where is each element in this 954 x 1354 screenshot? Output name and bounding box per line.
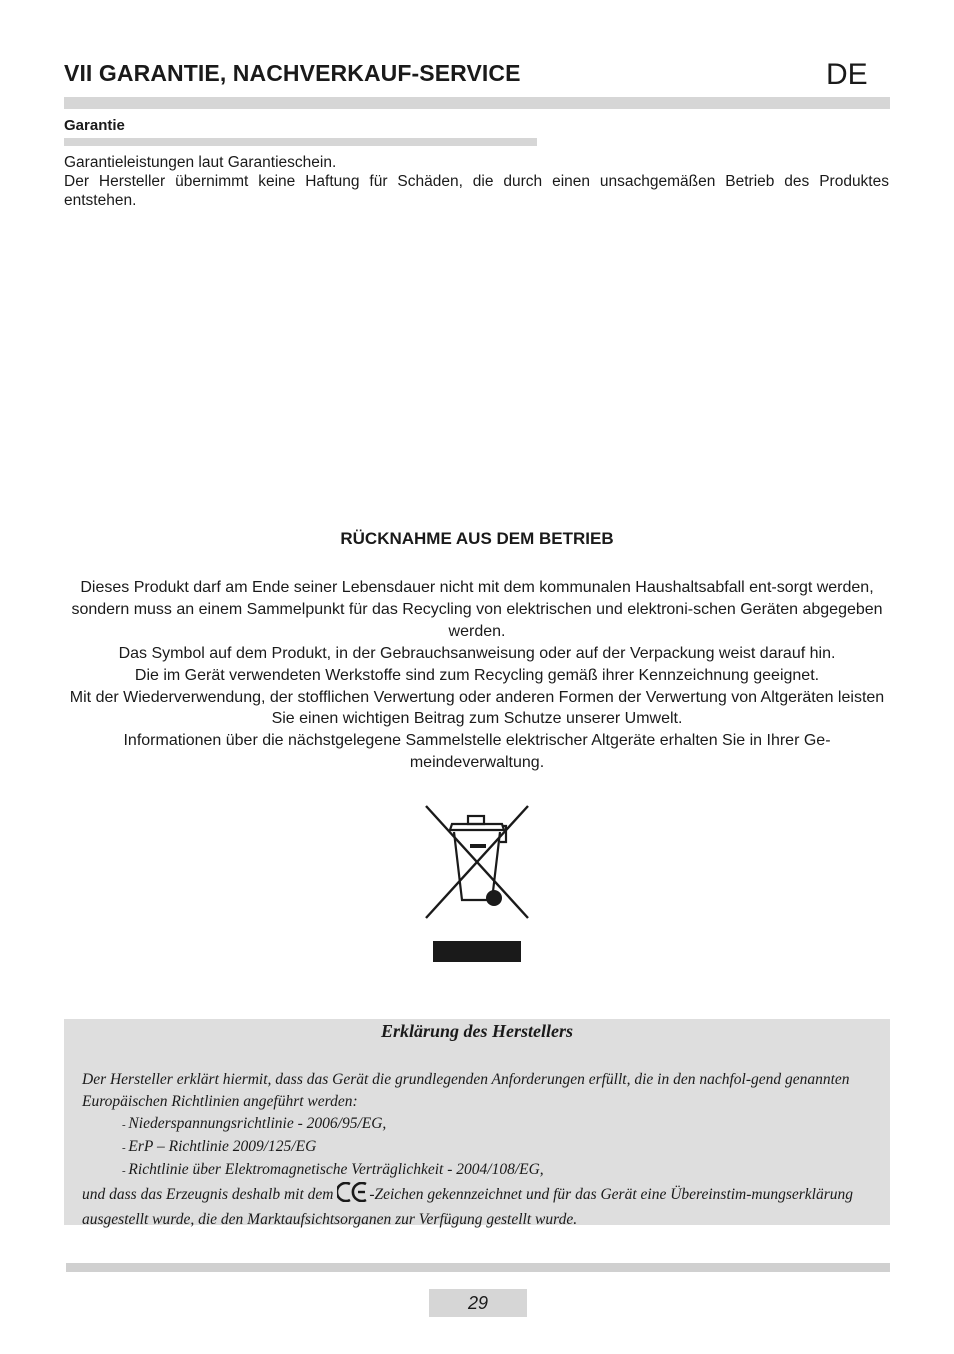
section-heading-garantie: Garantie [64, 117, 125, 134]
declaration-outro-after: -Zeichen gekennzeichnet und für das Gerät eine Übereinstim-mungserklärung ausgestellt wurde, die den Marktaufsichtsorganen zur Verfügung gestellt wurde. [82, 1186, 854, 1228]
page-title: VII GARANTIE, NACHVERKAUF-SERVICE [64, 60, 521, 86]
header-divider [64, 97, 890, 109]
ruecknahme-paragraph-2: Das Symbol auf dem Produkt, in der Gebrauchsanweisung oder auf der Verpackung weist darauf hin. [118, 644, 836, 662]
garantie-line-1: Garantieleistungen laut Garantieschein. [64, 154, 337, 171]
declaration-outro-before: und dass das Erzeugnis deshalb mit dem [82, 1186, 334, 1203]
directive-item-text: ErP – Richtlinie 2009/125/EG [128, 1138, 317, 1155]
ruecknahme-paragraph-5: Informationen über die nächstgelegene Sammelstelle elektrischer Altgeräte erhalten Sie in Ihrer Ge-meindeverwaltung. [123, 732, 831, 772]
page-number: 29 [429, 1289, 527, 1317]
directive-item: - Richtlinie über Elektromagnetische Verträglichkeit - 2004/108/EG, [122, 1161, 544, 1178]
ruecknahme-paragraph-1: Dieses Produkt darf am Ende seiner Lebensdauer nicht mit dem kommunalen Haushaltsabfall ent-sorgt werden, sondern muss an einem Sammelpunkt für das Recycling von elektrischen und elektroni-schen Geräten abgegeben werden. [71, 579, 883, 640]
directive-item-text: Richtlinie über Elektromagnetische Verträglichkeit - 2004/108/EG, [128, 1161, 544, 1178]
ruecknahme-paragraph-4: Mit der Wiederverwendung, der stofflichen Verwertung oder anderen Formen der Verwertung von Altgeräten leisten Sie einen wichtigen Beitrag zum Schutze unserer Umwelt. [69, 688, 885, 728]
directive-item: - ErP – Richtlinie 2009/125/EG [122, 1138, 317, 1155]
ruecknahme-text [62, 577, 892, 774]
garantie-text [64, 153, 889, 210]
language-code: DE [826, 58, 868, 91]
declaration-body [82, 1069, 872, 1231]
garantie-divider [64, 138, 537, 146]
section-heading-ruecknahme: RÜCKNAHME AUS DEM BETRIEB [340, 529, 614, 548]
crossed-out-wheelie-bin-icon [424, 804, 530, 920]
footer-divider [66, 1263, 890, 1272]
declaration-intro: Der Hersteller erklärt hiermit, dass das Gerät die grundlegenden Anforderungen erfüllt, die in den nachfol-gend genannten Europäischen Richtlinien angeführt werden: [82, 1071, 850, 1110]
declaration-heading: Erklärung des Herstellers [380, 1021, 574, 1041]
directive-item-text: Niederspannungsrichtlinie - 2006/95/EG, [128, 1115, 387, 1132]
weee-marking-bar [433, 941, 521, 962]
directive-item: - Niederspannungsrichtlinie - 2006/95/EG, [122, 1115, 387, 1132]
ruecknahme-paragraph-3: Die im Gerät verwendeten Werkstoffe sind zum Recycling gemäß ihrer Kennzeichnung geeignet. [134, 666, 820, 684]
declaration-outro [82, 1182, 872, 1231]
ce-mark-icon [337, 1182, 369, 1209]
garantie-line-2: Der Hersteller übernimmt keine Haftung für Schäden, die durch einen unsachgemäßen Betrieb des Produktes entstehen. [64, 173, 889, 209]
